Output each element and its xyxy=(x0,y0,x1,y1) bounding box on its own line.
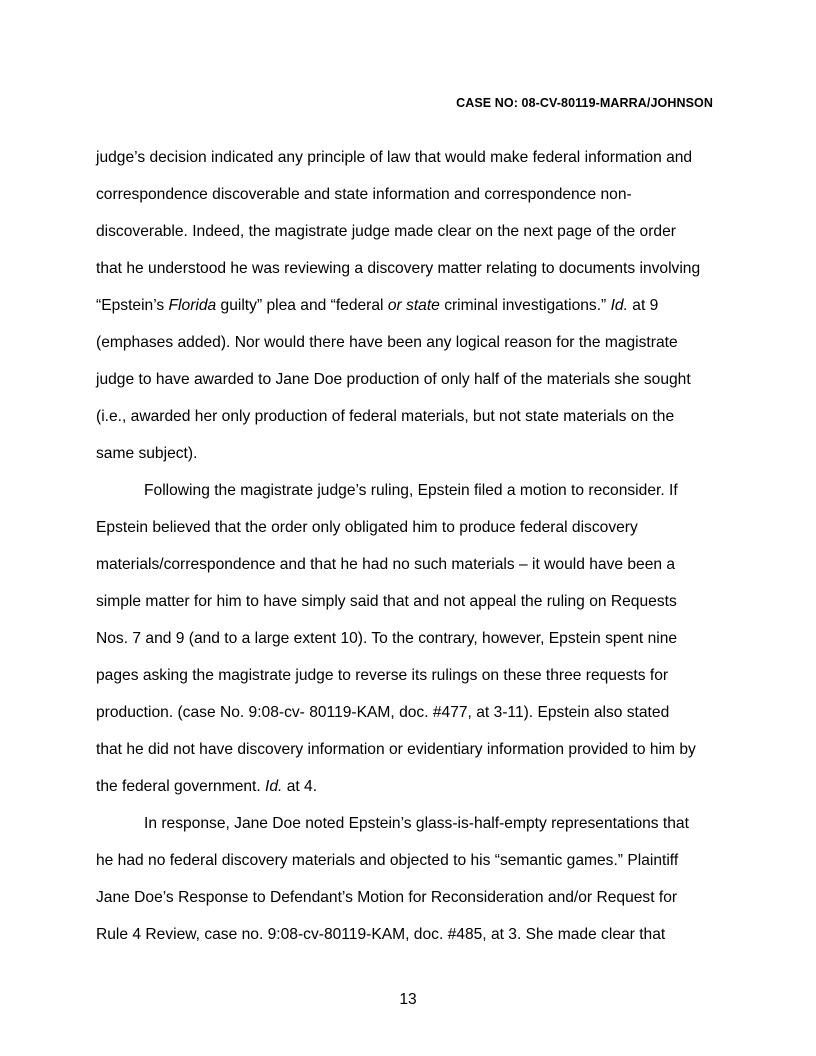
body-line xyxy=(96,259,700,279)
italic-text: Id. xyxy=(610,297,628,314)
body-line xyxy=(96,777,317,797)
text-segment: simple matter for him to have simply said that and not appeal the ruling on Requests xyxy=(96,593,677,610)
body-line xyxy=(96,925,665,945)
text-segment: the federal government. xyxy=(96,778,266,795)
text-segment: that he did not have discovery information or evidentiary information provided to him by xyxy=(96,741,696,758)
italic-text: Id. xyxy=(265,778,283,795)
case-number-header: CASE NO: 08-CV-80119-MARRA/JOHNSON xyxy=(456,96,713,110)
body-line xyxy=(96,703,669,723)
text-segment: Rule 4 Review, case no. 9:08-cv-80119-KAM, doc. #485, at 3. She made clear that xyxy=(96,926,666,943)
text-segment: production. (case No. 9:08-cv- 80119-KAM, doc. #477, at 3-11). Epstein also stated xyxy=(96,704,670,721)
text-segment: (emphases added). Nor would there have been any logical reason for the magistrate xyxy=(96,334,678,351)
text-segment: “Epstein’s xyxy=(96,297,169,314)
body-line xyxy=(144,814,689,834)
text-segment: Epstein believed that the order only obligated him to produce federal discovery xyxy=(96,519,638,536)
text-segment: criminal investigations.” xyxy=(439,297,611,314)
body-line xyxy=(96,296,658,316)
text-segment: Following the magistrate judge’s ruling, Epstein filed a motion to reconsider. If xyxy=(144,482,678,499)
text-segment: In response, Jane Doe noted Epstein’s glass-is-half-empty representations that xyxy=(144,815,689,832)
body-line xyxy=(96,407,674,427)
body-line xyxy=(96,851,678,871)
body-line xyxy=(96,185,632,205)
body-line xyxy=(96,518,638,538)
text-segment: that he understood he was reviewing a discovery matter relating to documents involving xyxy=(96,260,701,277)
body-line xyxy=(96,444,197,464)
body-line xyxy=(96,629,677,649)
text-segment: judge to have awarded to Jane Doe production of only half of the materials she sought xyxy=(96,371,691,388)
italic-text: or state xyxy=(387,297,440,314)
body-line xyxy=(96,370,691,390)
text-segment: correspondence discoverable and state information and correspondence non- xyxy=(96,186,632,203)
text-segment: (i.e., awarded her only production of federal materials, but not state materials on the xyxy=(96,408,675,425)
text-segment: judge’s decision indicated any principle of law that would make federal information and xyxy=(96,149,693,166)
text-segment: discoverable. Indeed, the magistrate judge made clear on the next page of the order xyxy=(96,223,676,240)
body-line xyxy=(96,222,676,242)
body-line xyxy=(96,666,668,686)
text-segment: pages asking the magistrate judge to reverse its rulings on these three requests for xyxy=(96,667,669,684)
body-line xyxy=(96,740,696,760)
page-number: 13 xyxy=(399,991,417,1008)
body-line xyxy=(96,555,675,575)
body-line xyxy=(96,148,692,168)
text-segment: at 9 xyxy=(627,297,659,314)
text-segment: materials/correspondence and that he had no such materials – it would have been a xyxy=(96,556,676,573)
text-segment: at 4. xyxy=(282,778,318,795)
body-line xyxy=(96,592,677,612)
italic-text: Florida xyxy=(168,297,217,314)
body-line xyxy=(96,333,678,353)
text-segment: same subject). xyxy=(96,445,198,462)
body-line xyxy=(96,888,677,908)
body-line xyxy=(144,481,678,501)
text-segment: he had no federal discovery materials and objected to his “semantic games.” Plaintiff xyxy=(96,852,679,869)
text-segment: Nos. 7 and 9 (and to a large extent 10). To the contrary, however, Epstein spent nine xyxy=(96,630,678,647)
text-segment: Jane Doe’s Response to Defendant’s Motion for Reconsideration and/or Request for xyxy=(96,889,678,906)
text-segment: guilty” plea and “federal xyxy=(216,297,388,314)
